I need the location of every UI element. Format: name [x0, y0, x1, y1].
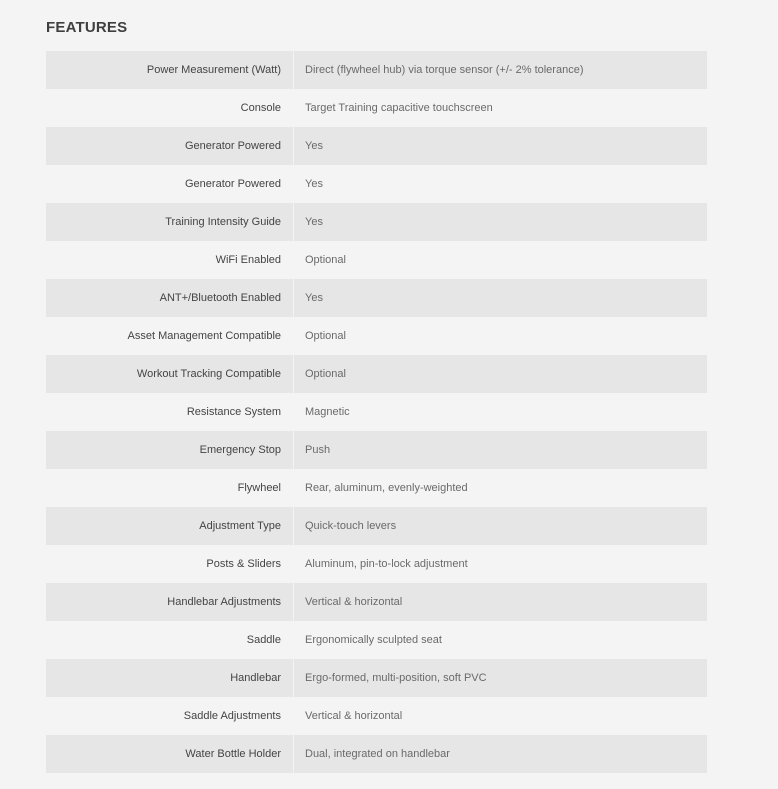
table-row: [46, 507, 707, 545]
table-row: [46, 659, 707, 697]
feature-label: Saddle Adjustments: [46, 697, 294, 735]
feature-label: WiFi Enabled: [46, 241, 294, 279]
feature-value: Yes: [305, 292, 323, 304]
feature-value: Aluminum, pin-to-lock adjustment: [305, 558, 468, 570]
feature-value: Yes: [305, 140, 323, 152]
table-row: [46, 431, 707, 469]
feature-label: Console: [46, 89, 294, 127]
table-row: [46, 165, 707, 203]
feature-value: Magnetic: [305, 406, 350, 418]
feature-value: Push: [305, 444, 331, 456]
feature-label: Emergency Stop: [46, 431, 294, 469]
feature-label: Handlebar Adjustments: [46, 583, 294, 621]
table-row: [46, 583, 707, 621]
feature-value: Optional: [305, 330, 346, 342]
table-row: [46, 317, 707, 355]
feature-label: Power Measurement (Watt): [46, 51, 294, 89]
feature-value: Yes: [305, 178, 323, 190]
feature-value: Optional: [305, 254, 346, 266]
table-row: [46, 127, 707, 165]
feature-value: Ergonomically sculpted seat: [305, 634, 442, 646]
feature-value: Dual, integrated on handlebar: [305, 748, 450, 760]
feature-value: Rear, aluminum, evenly-weighted: [305, 482, 468, 494]
feature-label: Resistance System: [46, 393, 294, 431]
feature-value: Quick-touch levers: [305, 520, 397, 532]
feature-label: ANT+/Bluetooth Enabled: [46, 279, 294, 317]
table-row: [46, 469, 707, 507]
table-row: [46, 697, 707, 735]
feature-label: Saddle: [46, 621, 294, 659]
feature-label: Asset Management Compatible: [46, 317, 294, 355]
table-row: [46, 545, 707, 583]
table-row: [46, 203, 707, 241]
feature-label: Water Bottle Holder: [46, 735, 294, 773]
feature-value: Vertical & horizontal: [305, 710, 403, 722]
section-title: FEATURES: [46, 19, 128, 36]
table-row: [46, 735, 707, 773]
feature-value: Optional: [305, 368, 346, 380]
table-row: [46, 355, 707, 393]
feature-label: Handlebar: [46, 659, 294, 697]
table-row: [46, 51, 707, 89]
features-table: [46, 51, 707, 773]
feature-label: Posts & Sliders: [46, 545, 294, 583]
table-row: [46, 393, 707, 431]
feature-value: Yes: [305, 216, 323, 228]
feature-value: Vertical & horizontal: [305, 596, 403, 608]
feature-value: Direct (flywheel hub) via torque sensor (+/- 2% tolerance): [305, 64, 584, 76]
table-row: [46, 89, 707, 127]
table-row: [46, 241, 707, 279]
feature-label: Workout Tracking Compatible: [46, 355, 294, 393]
feature-label: Flywheel: [46, 469, 294, 507]
feature-label: Generator Powered: [46, 165, 294, 203]
feature-label: Adjustment Type: [46, 507, 294, 545]
feature-label: Training Intensity Guide: [46, 203, 294, 241]
feature-label: Generator Powered: [46, 127, 294, 165]
table-row: [46, 279, 707, 317]
feature-value: Target Training capacitive touchscreen: [305, 102, 493, 114]
table-row: [46, 621, 707, 659]
feature-value: Ergo-formed, multi-position, soft PVC: [305, 672, 487, 684]
